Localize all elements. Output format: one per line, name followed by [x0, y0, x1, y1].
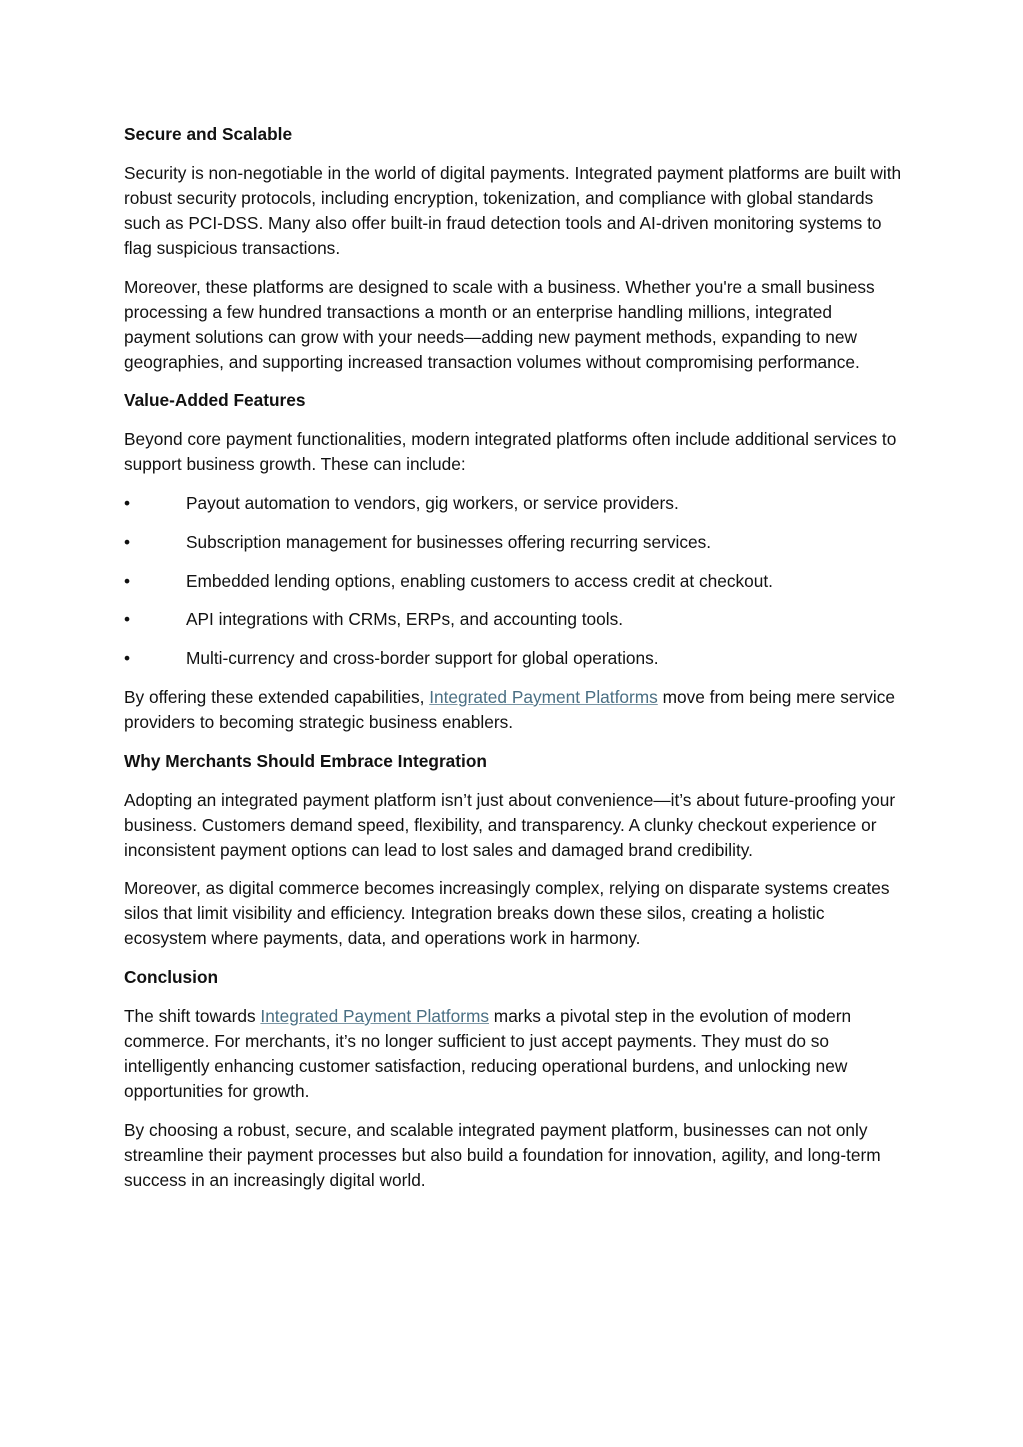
paragraph-conclusion-1 [124, 1004, 902, 1104]
bullet-item [124, 646, 902, 671]
closing-text-before: By offering these extended capabilities, [124, 686, 430, 707]
conclusion-text-before: The shift towards [124, 1005, 261, 1026]
bullet-text: Subscription management for businesses offering recurring services. [186, 531, 712, 552]
bullet-text: Multi-currency and cross-border support for global operations. [186, 648, 659, 669]
bullet-icon: • [124, 492, 131, 513]
section-heading-value: Value-Added Features [124, 390, 306, 411]
bullet-icon: • [124, 648, 131, 669]
section-heading-secure: Secure and Scalable [124, 124, 293, 144]
bullet-icon: • [124, 570, 131, 591]
bullet-item [124, 530, 902, 555]
paragraph-scalability: Moreover, these platforms are designed to scale with a business. Whether you're a small business processing a few hundred transactions a month or an enterprise handling millions, integrated payment solutions can grow with your needs—adding new payment methods, expanding to new geographies, and supporting increased transaction volumes without compromising performance. [124, 276, 875, 372]
paragraph-value-intro: Beyond core payment functionalities, modern integrated platforms often include additional services to support business growth. These can include: [124, 429, 897, 475]
bullet-item [124, 569, 902, 594]
closing-text-after: move from being mere service providers to becoming strategic business enablers. [124, 686, 896, 732]
bullet-icon: • [124, 531, 131, 552]
integrated-payment-platforms-link[interactable]: Integrated Payment Platforms [260, 1005, 489, 1026]
section-heading-conclusion: Conclusion [124, 967, 219, 988]
conclusion-text-after: marks a pivotal step in the evolution of modern commerce. For merchants, it’s no longer sufficient to just accept payments. They must do so intelligently enhancing customer satisfaction, reducing operational burdens, and unlocking new opportunities for growth. [124, 1005, 852, 1101]
paragraph-why-1: Adopting an integrated payment platform isn’t just about convenience—it’s about future-proofing your business. Customers demand speed, flexibility, and transparency. A clunky checkout experience or inconsistent payment options can lead to lost sales and damaged brand credibility. [124, 789, 896, 860]
bullet-icon: • [124, 609, 131, 630]
paragraph-security: Security is non-negotiable in the world of digital payments. Integrated payment platforms are built with robust security protocols, including encryption, tokenization, and compliance with global standards such as PCI-DSS. Many also offer built-in fraud detection tools and AI-driven monitoring systems to flag suspicious transactions. [124, 162, 902, 258]
document-page [124, 122, 902, 1207]
bullet-text: Embedded lending options, enabling customers to access credit at checkout. [186, 570, 773, 591]
bullet-item [124, 607, 902, 632]
paragraph-why-2: Moreover, as digital commerce becomes increasingly complex, relying on disparate systems creates silos that limit visibility and efficiency. Integration breaks down these silos, creating a holistic ecosystem where payments, data, and operations work in harmony. [124, 878, 890, 949]
paragraph-value-closing [124, 685, 902, 735]
bullet-text: Payout automation to vendors, gig workers, or service providers. [186, 492, 679, 513]
bullet-item [124, 491, 902, 516]
paragraph-conclusion-2: By choosing a robust, secure, and scalable integrated payment platform, businesses can not only streamline their payment processes but also build a foundation for innovation, agility, and long-term success in an increasingly digital world. [124, 1119, 881, 1190]
bullet-text: API integrations with CRMs, ERPs, and accounting tools. [186, 609, 624, 630]
integrated-payment-platforms-link[interactable]: Integrated Payment Platforms [429, 686, 658, 707]
section-heading-why: Why Merchants Should Embrace Integration [124, 750, 487, 771]
